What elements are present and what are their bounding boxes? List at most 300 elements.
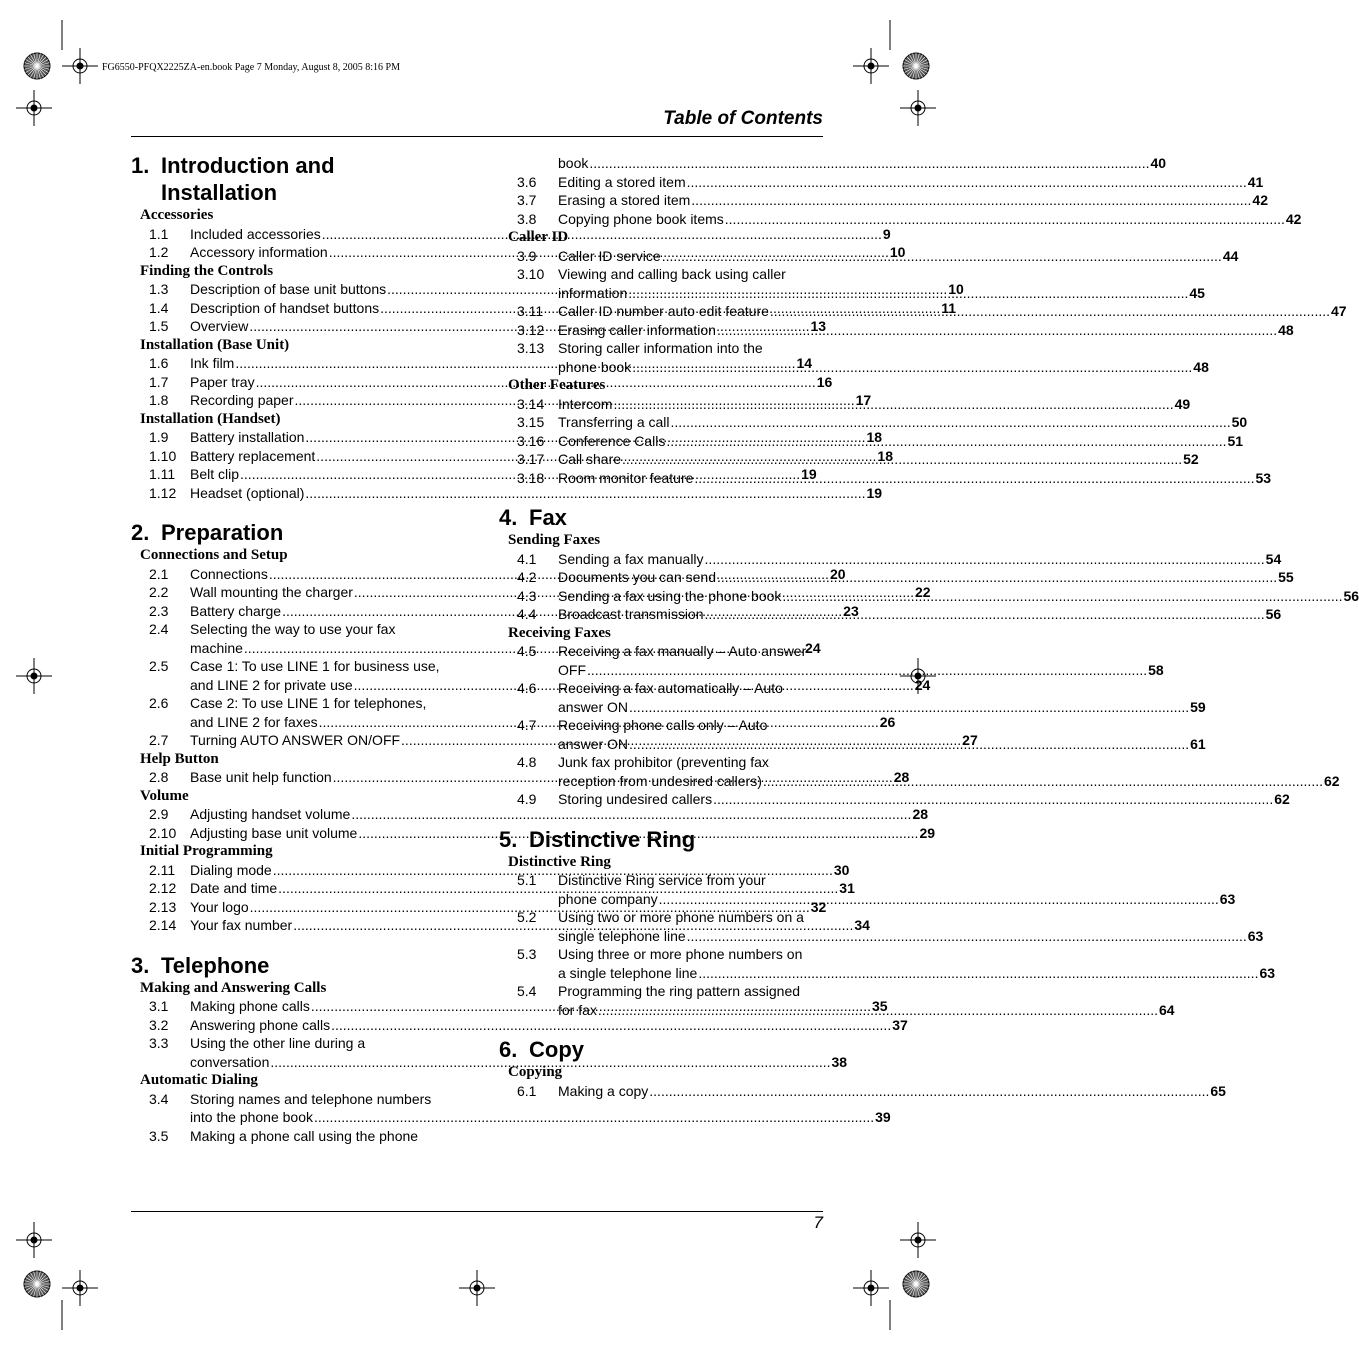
toc-entry-line bbox=[558, 210, 1301, 229]
toc-entry-text bbox=[558, 191, 1268, 210]
toc-entry-title: Dialing mode bbox=[190, 861, 272, 878]
toc-page-number: 11 bbox=[941, 299, 957, 316]
toc-entry-text bbox=[558, 432, 1243, 451]
toc-entry-line bbox=[558, 568, 1294, 587]
toc-entry[interactable] bbox=[499, 302, 1347, 321]
dot-leader bbox=[705, 550, 1265, 569]
toc-entry-title: Sending a fax using the phone book bbox=[558, 587, 782, 604]
toc-entry-title: for fax bbox=[558, 1001, 597, 1018]
dot-leader bbox=[613, 395, 1173, 414]
crosshair-mark bbox=[77, 63, 83, 69]
toc-entry-title: and LINE 2 for faxes bbox=[190, 713, 318, 730]
toc-entry-text bbox=[558, 642, 1164, 679]
toc-entry-line bbox=[558, 1082, 1226, 1101]
section-heading bbox=[131, 519, 455, 546]
toc-entry[interactable] bbox=[499, 945, 1276, 982]
toc-entry-number: 2.5 bbox=[149, 658, 169, 674]
section-title-line: Telephone bbox=[161, 952, 270, 978]
toc-entry-number: 2.12 bbox=[149, 880, 177, 896]
toc-entry-text bbox=[558, 945, 1275, 982]
section-heading bbox=[499, 504, 823, 531]
toc-entry-title: Storing names and telephone numbers bbox=[190, 1090, 432, 1107]
toc-group-label: Volume bbox=[140, 787, 189, 804]
toc-entry-number: 2.2 bbox=[149, 584, 169, 600]
toc-page-number: 32 bbox=[810, 898, 827, 915]
dot-leader bbox=[713, 790, 1273, 809]
toc-page-number: 24 bbox=[805, 639, 821, 656]
toc-page-number: 10 bbox=[948, 281, 964, 297]
toc-entry[interactable] bbox=[499, 550, 1282, 569]
toc-entry-number: 2.13 bbox=[149, 898, 177, 915]
toc-entry[interactable] bbox=[499, 210, 1302, 229]
toc-entry-number: 5.1 bbox=[517, 872, 537, 888]
toc-entry-title: Case 1: To use LINE 1 for business use, bbox=[190, 658, 440, 674]
dot-leader bbox=[629, 698, 1189, 717]
dot-leader bbox=[763, 772, 1323, 791]
toc-page-number: 53 bbox=[1255, 469, 1272, 486]
toc-entry[interactable] bbox=[131, 1127, 455, 1146]
toc-entry-title: Caller ID service bbox=[558, 247, 661, 264]
toc-entry-title: Copying phone book items bbox=[558, 210, 724, 227]
toc-entry-title: a single telephone line bbox=[558, 964, 698, 981]
toc-entry-title: Broadcast transmission bbox=[558, 606, 704, 622]
toc-entry-title: machine bbox=[190, 639, 243, 656]
toc-group-label: Making and Answering Calls bbox=[140, 979, 327, 996]
toc-entry-line bbox=[558, 698, 1206, 717]
toc-entry-line bbox=[558, 605, 1281, 624]
toc-entry-title: OFF bbox=[558, 661, 586, 678]
dot-leader bbox=[666, 432, 1226, 451]
toc-entry-title: Storing caller information into the bbox=[558, 340, 763, 356]
toc-page-number: 39 bbox=[875, 1109, 891, 1125]
toc-entry-line bbox=[558, 587, 1359, 606]
dot-leader bbox=[705, 605, 1265, 624]
toc-entry-text bbox=[558, 605, 1281, 624]
toc-page-number: 63 bbox=[1259, 964, 1276, 981]
toc-entry-line bbox=[558, 154, 1166, 173]
toc-entry-title: Battery installation bbox=[190, 429, 305, 445]
toc-entry-number: 2.6 bbox=[149, 695, 169, 711]
section-number: 1. bbox=[131, 153, 150, 178]
toc-entry-title: Turning AUTO ANSWER ON/OFF bbox=[190, 732, 401, 748]
toc-page-number: 29 bbox=[919, 824, 936, 841]
section-title-line: Distinctive Ring bbox=[529, 826, 696, 852]
toc-page-number: 22 bbox=[915, 584, 931, 600]
dot-leader bbox=[770, 302, 1330, 321]
toc-entry-text bbox=[558, 450, 1199, 469]
toc-group-label: Automatic Dialing bbox=[140, 1072, 258, 1088]
toc-entry-line bbox=[558, 550, 1281, 569]
dot-leader bbox=[622, 450, 1182, 469]
toc-entry-line bbox=[558, 945, 1275, 964]
dot-leader bbox=[587, 661, 1147, 680]
toc-entry-text bbox=[558, 716, 1206, 753]
toc-entry-text bbox=[558, 908, 1263, 945]
toc-entry-title: Intercom bbox=[558, 395, 613, 412]
toc-entry-line bbox=[190, 1127, 455, 1146]
crosshair-mark bbox=[31, 673, 37, 679]
toc-entry-number: 1.1 bbox=[149, 225, 169, 242]
toc-entry-title: Documents you can send bbox=[558, 569, 716, 585]
toc-entry-number: 3.10 bbox=[517, 266, 545, 282]
crosshair-mark bbox=[474, 1285, 480, 1291]
dot-leader bbox=[782, 587, 1342, 606]
toc-entry-title: Adjusting handset volume bbox=[190, 806, 351, 822]
toc-entry-line bbox=[558, 191, 1268, 210]
toc-entry-title: Battery replacement bbox=[190, 447, 316, 464]
toc-entry-line bbox=[558, 790, 1290, 809]
toc-page-number: 41 bbox=[1247, 173, 1264, 190]
toc-entry-title: book bbox=[558, 155, 589, 171]
toc-entry-title: Description of base unit buttons bbox=[190, 281, 387, 297]
toc-page-number: 17 bbox=[855, 392, 872, 408]
dot-leader bbox=[598, 1001, 1158, 1020]
section-title-line: Fax bbox=[529, 505, 567, 530]
toc-entry-line bbox=[558, 735, 1206, 754]
toc-entry-title: Junk fax prohibitor (preventing fax bbox=[558, 754, 769, 770]
toc-page-number: 59 bbox=[1190, 698, 1206, 715]
toc-entry-title: Making a copy bbox=[558, 1082, 649, 1099]
toc-entry-title: Erasing caller information bbox=[558, 321, 716, 338]
toc-entry-number: 1.11 bbox=[149, 466, 176, 482]
toc-page-number: 65 bbox=[1210, 1082, 1226, 1099]
toc-entry-title: Paper tray bbox=[190, 373, 255, 390]
section-number: 4. bbox=[499, 505, 518, 530]
toc-page-number: 23 bbox=[843, 602, 859, 619]
toc-entry-number: 2.8 bbox=[149, 769, 169, 785]
toc-entry-line bbox=[558, 679, 1206, 698]
toc-entry-number: 3.6 bbox=[517, 173, 537, 190]
dot-leader bbox=[687, 927, 1247, 946]
toc-page-number: 28 bbox=[893, 769, 910, 785]
toc-page-number: 16 bbox=[816, 373, 833, 390]
toc-entry-number: 3.5 bbox=[149, 1127, 169, 1144]
toc-entry-text bbox=[558, 568, 1294, 587]
print-file-info: FG6550-PFQX2225ZA-en.book Page 7 Monday, August 8, 2005 8:16 PM bbox=[102, 62, 400, 73]
toc-page-number: 63 bbox=[1219, 890, 1236, 907]
footer-rule bbox=[131, 1211, 823, 1212]
toc-entry-title: Programming the ring pattern assigned bbox=[558, 983, 801, 999]
toc-entry-line bbox=[558, 964, 1275, 983]
toc-entry-title: Ink film bbox=[190, 355, 235, 371]
toc-group-label: Distinctive Ring bbox=[508, 853, 611, 870]
toc-page-number: 54 bbox=[1265, 550, 1282, 567]
toc-entry-number: 1.10 bbox=[149, 447, 177, 464]
toc-page-number: 18 bbox=[877, 447, 893, 464]
toc-page-number: 63 bbox=[1247, 927, 1264, 944]
toc-entry-title: Conference Calls bbox=[558, 432, 666, 449]
section-title-line: Introduction and bbox=[161, 153, 335, 178]
toc-entry-number: 4.1 bbox=[517, 550, 537, 567]
toc-entry[interactable] bbox=[499, 790, 1290, 809]
toc-page-number: 38 bbox=[831, 1053, 848, 1070]
crosshair-mark bbox=[868, 1285, 874, 1291]
toc-entry-number: 4.9 bbox=[517, 791, 537, 807]
toc-page-number: 45 bbox=[1189, 284, 1205, 301]
dot-leader bbox=[649, 1082, 1209, 1101]
toc-entry-line bbox=[558, 284, 1205, 303]
toc-page-number: 35 bbox=[871, 998, 888, 1014]
toc-entry-title: answer ON bbox=[558, 735, 629, 752]
toc-entry-title: Description of handset buttons bbox=[190, 299, 380, 316]
toc-entry-number: 2.14 bbox=[149, 917, 177, 933]
toc-entry-title: phone company bbox=[558, 890, 658, 907]
toc-entry-text bbox=[558, 982, 1175, 1019]
toc-entry[interactable] bbox=[499, 321, 1294, 340]
toc-entry-title: Overview bbox=[190, 318, 249, 334]
toc-entry-number: 1.2 bbox=[149, 244, 169, 260]
toc-entry-line bbox=[558, 982, 1175, 1001]
toc-entry-line bbox=[190, 1108, 891, 1127]
toc-entry-number: 1.4 bbox=[149, 299, 169, 316]
page-header-title: Table of Contents bbox=[663, 108, 823, 129]
toc-entry-title: Storing undesired callers bbox=[558, 791, 713, 807]
toc-entry-number: 3.17 bbox=[517, 451, 545, 467]
toc-entry-line bbox=[558, 432, 1243, 451]
toc-entry-line bbox=[558, 247, 1238, 266]
toc-page-number: 56 bbox=[1343, 587, 1359, 604]
toc-page-number: 19 bbox=[866, 484, 883, 501]
toc-entry-line bbox=[558, 450, 1199, 469]
toc-entry-title: conversation bbox=[190, 1053, 270, 1070]
toc-entry[interactable] bbox=[131, 805, 929, 824]
toc-entry[interactable] bbox=[499, 173, 1264, 192]
toc-entry-number: 3.11 bbox=[517, 303, 544, 319]
crosshair-mark bbox=[31, 105, 37, 111]
toc-page-number: 56 bbox=[1265, 606, 1282, 622]
toc-entry-line bbox=[558, 871, 1235, 890]
section-title bbox=[161, 952, 455, 979]
dot-leader bbox=[717, 568, 1277, 587]
toc-group-label: Receiving Faxes bbox=[508, 624, 611, 641]
toc-entry-text bbox=[558, 302, 1347, 321]
dot-leader bbox=[589, 154, 1149, 173]
toc-entry-line bbox=[558, 661, 1164, 680]
toc-entry-line bbox=[558, 772, 1340, 791]
toc-entry-line bbox=[558, 413, 1247, 432]
toc-group-label: Installation (Handset) bbox=[140, 410, 281, 427]
toc-entry-line bbox=[558, 302, 1347, 321]
toc-entry-number: 2.3 bbox=[149, 602, 169, 619]
toc-entry-number: 4.4 bbox=[517, 606, 537, 622]
toc-page-number: 49 bbox=[1174, 395, 1191, 412]
toc-entry-number: 3.7 bbox=[517, 192, 537, 208]
dot-leader bbox=[691, 191, 1251, 210]
toc-entry-number: 1.5 bbox=[149, 318, 169, 334]
toc-entry[interactable] bbox=[499, 1082, 1226, 1101]
dot-leader bbox=[694, 469, 1254, 488]
toc-entry-text bbox=[558, 1082, 1226, 1101]
toc-entry-text bbox=[558, 469, 1271, 488]
toc-entry-title: Using three or more phone numbers on bbox=[558, 946, 803, 962]
toc-entry[interactable] bbox=[499, 191, 1268, 210]
toc-entry-text bbox=[558, 587, 1359, 606]
toc-entry-title: Your logo bbox=[190, 898, 249, 915]
section-number: 2. bbox=[131, 520, 150, 545]
toc-entry-number: 2.11 bbox=[149, 861, 176, 878]
toc-entry-number: 5.2 bbox=[517, 909, 537, 925]
toc-entry-line bbox=[558, 927, 1263, 946]
toc-entry-title: Belt clip bbox=[190, 466, 240, 482]
toc-entry-line bbox=[558, 173, 1263, 192]
toc-page-number: 18 bbox=[866, 429, 883, 445]
toc-page-number: 30 bbox=[833, 861, 850, 878]
toc-page-number: 13 bbox=[810, 318, 827, 334]
toc-page-number: 28 bbox=[912, 806, 929, 822]
toc-entry-number: 1.12 bbox=[149, 484, 177, 501]
toc-entry-number: 4.6 bbox=[517, 680, 537, 696]
toc-page-number: 47 bbox=[1331, 303, 1347, 319]
toc-entry-title: Included accessories bbox=[190, 225, 321, 242]
section-title-line: Copy bbox=[529, 1037, 584, 1062]
toc-entry-number: 5.4 bbox=[517, 983, 537, 999]
toc-entry-number: 2.9 bbox=[149, 806, 169, 822]
toc-entry-number: 3.1 bbox=[149, 998, 169, 1014]
toc-entry-line bbox=[558, 469, 1271, 488]
toc-page-number: 40 bbox=[1150, 155, 1167, 171]
toc-entry[interactable] bbox=[499, 265, 1205, 302]
toc-entry-text bbox=[558, 154, 1166, 173]
toc-entry-title: Receiving phone calls only – Auto bbox=[558, 717, 768, 733]
toc-entry[interactable] bbox=[131, 484, 883, 503]
toc-entry-number: 3.18 bbox=[517, 469, 545, 486]
toc-entry-line bbox=[558, 321, 1294, 340]
toc-entry-number: 2.1 bbox=[149, 565, 169, 582]
toc-page-number: 44 bbox=[1222, 247, 1239, 264]
toc-page-number: 27 bbox=[962, 732, 978, 748]
toc-entry-number: 6.1 bbox=[517, 1082, 537, 1099]
toc-group-label: Initial Programming bbox=[140, 843, 273, 859]
toc-entry-number: 2.4 bbox=[149, 621, 169, 637]
toc-entry[interactable] bbox=[131, 731, 978, 750]
toc-entry[interactable] bbox=[131, 1016, 908, 1035]
toc-group-label: Connections and Setup bbox=[140, 547, 288, 563]
toc-entry[interactable] bbox=[499, 339, 1209, 376]
toc-entry-title: Room monitor feature bbox=[558, 469, 694, 486]
toc-group-label: Installation (Base Unit) bbox=[140, 336, 290, 353]
toc-entry-title: Receiving a fax automatically – Auto bbox=[558, 680, 783, 696]
toc-entry-line bbox=[558, 642, 1164, 661]
toc-page-number: 48 bbox=[1193, 358, 1209, 375]
toc-entry[interactable] bbox=[499, 413, 1248, 432]
toc-entry-title: Selecting the way to use your fax bbox=[190, 621, 396, 637]
dot-leader bbox=[659, 890, 1219, 909]
toc-page-number: 24 bbox=[914, 676, 931, 693]
toc-entry-title: Viewing and calling back using caller bbox=[558, 266, 786, 282]
toc-entry-title: Erasing a stored item bbox=[558, 192, 691, 208]
toc-entry-text bbox=[558, 339, 1209, 376]
toc-group-label: Caller ID bbox=[508, 229, 569, 245]
toc-page-number: 42 bbox=[1252, 192, 1268, 208]
toc-entry-title: Making phone calls bbox=[190, 998, 310, 1014]
toc-entry-number: 4.3 bbox=[517, 587, 537, 604]
toc-group-label: Copying bbox=[508, 1064, 563, 1080]
toc-entry-number: 3.13 bbox=[517, 340, 545, 356]
toc-entry-text bbox=[558, 247, 1238, 266]
toc-entry-text bbox=[190, 1127, 455, 1146]
toc-entry-text bbox=[558, 550, 1281, 569]
toc-page-number: 61 bbox=[1190, 735, 1206, 752]
toc-page-number: 14 bbox=[796, 355, 813, 371]
toc-entry-number: 3.4 bbox=[149, 1090, 169, 1107]
toc-entry-line bbox=[558, 1001, 1175, 1020]
toc-entry-number: 2.7 bbox=[149, 732, 169, 748]
toc-group-label: Accessories bbox=[140, 207, 214, 223]
section-title bbox=[529, 1036, 823, 1063]
section-title-line: Installation bbox=[161, 180, 278, 205]
toc-entry[interactable] bbox=[499, 154, 1167, 173]
toc-entry-title: Base unit help function bbox=[190, 769, 332, 785]
toc-page-number: 62 bbox=[1323, 772, 1340, 789]
toc-entry[interactable] bbox=[499, 469, 1272, 488]
dot-leader bbox=[725, 210, 1285, 229]
toc-entry-text bbox=[558, 395, 1190, 414]
toc-entry-title: Wall mounting the charger bbox=[190, 584, 353, 600]
toc-entry-text bbox=[558, 871, 1235, 908]
toc-entry[interactable] bbox=[499, 642, 1164, 679]
toc-entry-title: single telephone line bbox=[558, 927, 686, 944]
toc-entry-line bbox=[558, 265, 1205, 284]
toc-entry-title: Distinctive Ring service from your bbox=[558, 872, 766, 888]
toc-entry-line bbox=[558, 890, 1235, 909]
toc-group-label: Sending Faxes bbox=[508, 532, 601, 548]
section-title bbox=[161, 152, 455, 206]
toc-entry-title: Headset (optional) bbox=[190, 484, 305, 501]
toc-entry-title: Editing a stored item bbox=[558, 173, 686, 190]
toc-entry-number: 3.16 bbox=[517, 432, 545, 449]
toc-entry-title: Recording paper bbox=[190, 392, 294, 408]
toc-entry-title: phone book bbox=[558, 358, 632, 375]
toc-entry-number: 1.7 bbox=[149, 373, 169, 390]
toc-entry-title: Battery charge bbox=[190, 602, 282, 619]
toc-entry-title: Caller ID number auto edit feature bbox=[558, 303, 769, 319]
toc-entry-number: 4.8 bbox=[517, 754, 537, 770]
header-rule bbox=[131, 136, 823, 137]
toc-entry-title: Accessory information bbox=[190, 244, 328, 260]
toc-entry-number: 3.3 bbox=[149, 1035, 169, 1051]
dot-leader bbox=[314, 1108, 874, 1127]
toc-entry-line bbox=[558, 716, 1206, 735]
section-title bbox=[529, 504, 823, 531]
toc-entry-text bbox=[558, 265, 1205, 302]
dot-leader bbox=[629, 735, 1189, 754]
toc-entry-title: Making a phone call using the phone bbox=[190, 1127, 419, 1144]
toc-entry-text bbox=[558, 321, 1294, 340]
crosshair-mark bbox=[915, 105, 921, 111]
toc-page-number: 19 bbox=[801, 466, 817, 482]
toc-entry-number: 3.9 bbox=[517, 247, 537, 264]
toc-entry-number: 4.7 bbox=[517, 717, 537, 733]
section-number: 6. bbox=[499, 1037, 518, 1062]
toc-entry-title: Answering phone calls bbox=[190, 1016, 331, 1033]
toc-entry-number: 1.6 bbox=[149, 355, 169, 371]
toc-entry-title: Adjusting base unit volume bbox=[190, 824, 358, 841]
toc-entry-text bbox=[558, 413, 1247, 432]
toc-page-number: 50 bbox=[1231, 414, 1248, 430]
toc-entry-number: 2.10 bbox=[149, 824, 177, 841]
crosshair-mark bbox=[31, 1237, 37, 1243]
dot-leader bbox=[698, 964, 1258, 983]
page-number: 7 bbox=[813, 1213, 823, 1232]
toc-page-number: 52 bbox=[1183, 451, 1199, 467]
toc-entry-number: 5.3 bbox=[517, 946, 537, 962]
toc-entry-text bbox=[558, 679, 1206, 716]
section-title bbox=[161, 519, 455, 546]
toc-page-number: 48 bbox=[1278, 321, 1294, 338]
toc-entry-number: 1.8 bbox=[149, 392, 169, 408]
toc-group-label: Other Features bbox=[508, 377, 606, 393]
dot-leader bbox=[687, 173, 1247, 192]
